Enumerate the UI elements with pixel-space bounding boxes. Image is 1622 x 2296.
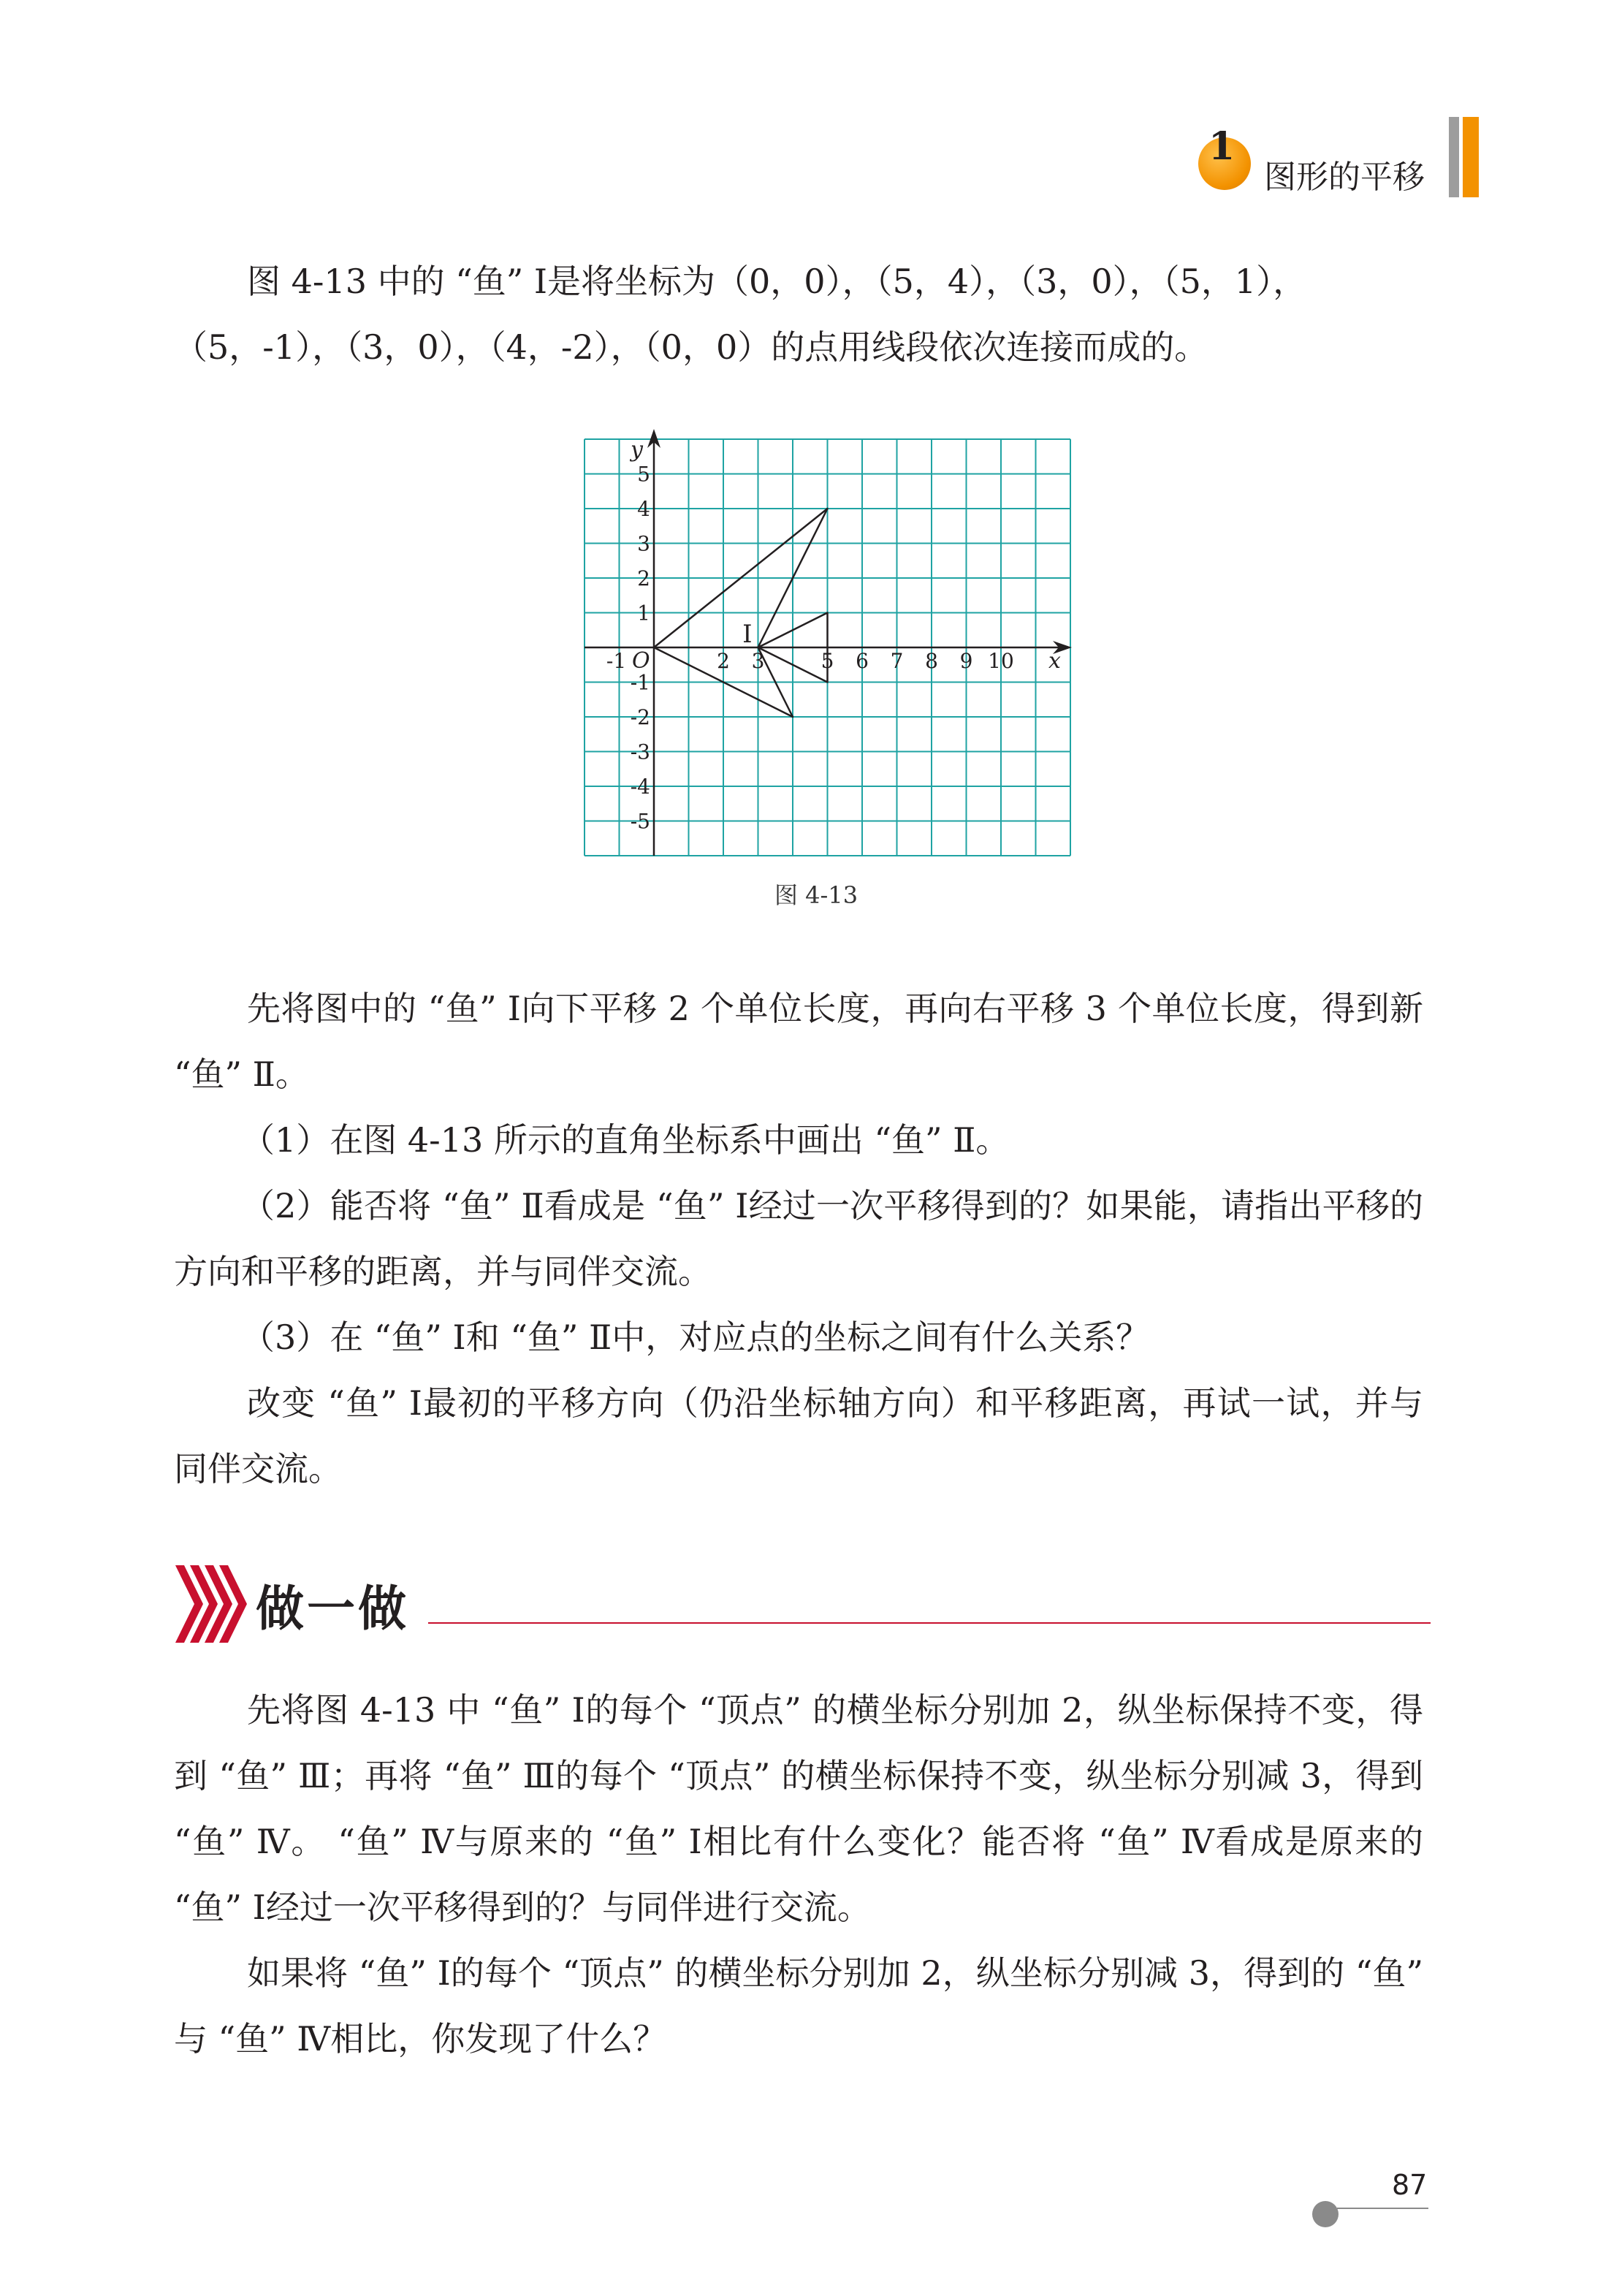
y-tick-label: -4 (630, 775, 650, 799)
x-tick-label: 3 (751, 649, 765, 673)
section-title: 做一做 (256, 1581, 409, 1637)
y-tick-label: -5 (630, 809, 650, 834)
intro-line-1: 图 4-13 中的 “鱼” Ⅰ是将坐标为（0，0），（5，4），（3，0），（5，1）， (247, 262, 1307, 301)
exploration-text (174, 976, 1423, 1502)
intro-line-2: （5，-1），（3，0），（4，-2），（0，0）的点用线段依次连接而成的。 (174, 327, 1208, 367)
question-2: （2）能否将 “鱼” Ⅱ看成是 “鱼” Ⅰ经过一次平移得到的？如果能，请指出平移的方向和平移的距离，并与同伴交流。 (174, 1186, 1423, 1291)
x-tick-label: 8 (925, 649, 938, 673)
x-tick-label: 6 (856, 649, 869, 673)
chapter-number: 1 (1208, 124, 1235, 169)
question-1: （1）在图 4-13 所示的直角坐标系中画出 “鱼” Ⅱ。 (241, 1120, 1010, 1160)
origin-label: O (632, 648, 650, 674)
x-tick-label: -1 (606, 649, 627, 673)
chapter-header (1169, 110, 1483, 205)
figure-caption: 图 4-13 (774, 881, 858, 909)
header-bar-gray (1449, 117, 1459, 197)
coordinate-figure (577, 427, 1074, 859)
section-heading (174, 1564, 1431, 1644)
footer-dot (1312, 2201, 1339, 2227)
activity-paragraph-2: 如果将 “鱼” Ⅰ的每个 “顶点” 的横坐标分别加 2，纵坐标分别减 3，得到的 “鱼” 与 “鱼” Ⅳ相比，你发现了什么？ (174, 1953, 1423, 2059)
activity-paragraph-1: 先将图 4-13 中 “鱼” Ⅰ的每个 “顶点” 的横坐标分别加 2，纵坐标保持不变，得到 “鱼” Ⅲ；再将 “鱼” Ⅲ的每个 “顶点” 的横坐标保持不变，纵坐标分别减 3，得到 “鱼” Ⅳ。 “鱼” Ⅳ与原来的 “鱼” Ⅰ相比有什么变化？能否将 “鱼” Ⅳ看成是原来的 “鱼” Ⅰ经过一次平移得到的？与同伴进行交流。 (174, 1690, 1423, 1927)
y-tick-label: 1 (637, 601, 650, 626)
x-tick-label: 2 (717, 649, 730, 673)
paragraph-change-direction: 改变 “鱼” Ⅰ最初的平移方向（仍沿坐标轴方向）和平移距离，再试一试，并与同伴交流。 (174, 1383, 1423, 1489)
question-3: （3）在 “鱼” Ⅰ和 “鱼” Ⅱ中，对应点的坐标之间有什么关系？ (241, 1318, 1150, 1357)
y-tick-label: -2 (630, 705, 650, 729)
y-tick-label: -3 (630, 740, 650, 764)
x-axis-label: x (1048, 648, 1061, 674)
footer-rule (1337, 2208, 1428, 2209)
y-tick-label: 4 (637, 497, 650, 521)
x-tick-label: 7 (890, 649, 904, 673)
x-tick-label: 5 (820, 649, 834, 673)
y-tick-label: -1 (630, 670, 650, 695)
chapter-title: 图形的平移 (1264, 159, 1425, 196)
x-tick-label: 9 (959, 649, 973, 673)
y-axis-label: y (631, 437, 643, 463)
intro-paragraph (174, 248, 1423, 380)
x-tick-label: 10 (988, 649, 1014, 673)
paragraph-translate: 先将图中的 “鱼” Ⅰ向下平移 2 个单位长度，再向右平移 3 个单位长度，得到新 “鱼” Ⅱ。 (174, 989, 1423, 1094)
header-bar-orange (1463, 117, 1479, 197)
activity-text (174, 1677, 1423, 2072)
chevron-arrows-icon (174, 1564, 254, 1644)
y-tick-label: 2 (637, 566, 650, 590)
section-rule (428, 1622, 1431, 1624)
page-number: 87 (1392, 2169, 1428, 2201)
y-tick-label: 3 (637, 531, 650, 556)
fish-label: Ⅰ (742, 619, 753, 649)
y-tick-label: 5 (637, 462, 650, 487)
